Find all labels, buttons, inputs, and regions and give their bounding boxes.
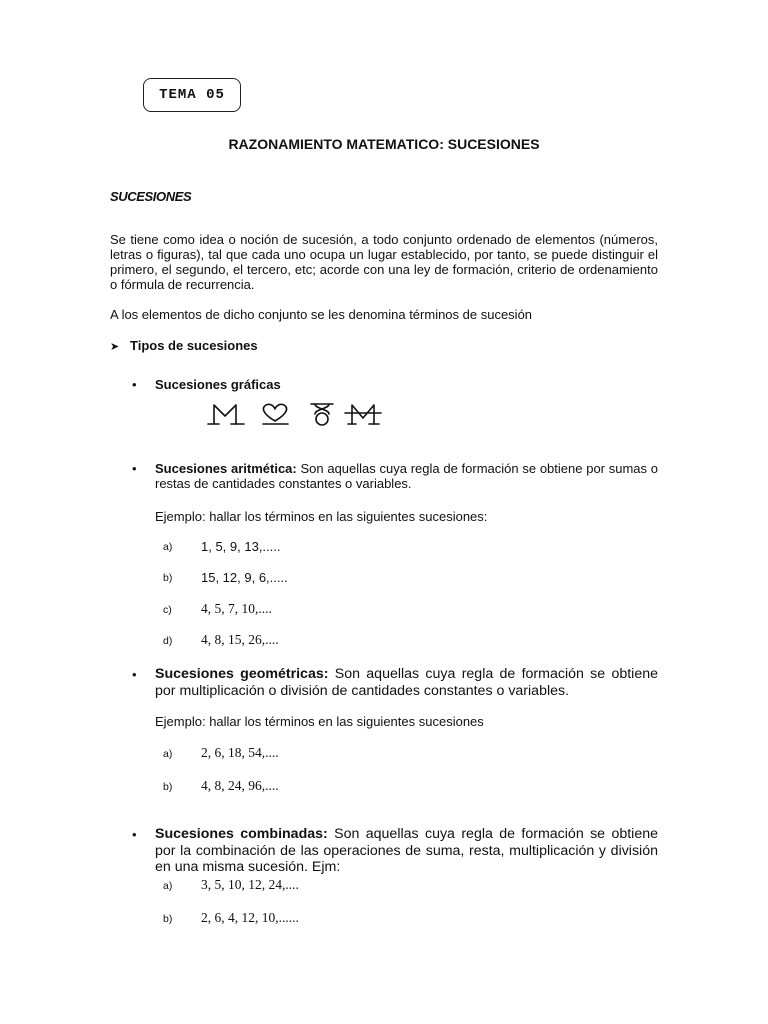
combinadas-description xyxy=(155,826,658,876)
comb-sequence-a: 3, 5, 10, 12, 24,.... xyxy=(201,877,299,892)
sequence-a: 1, 5, 9, 13,..... xyxy=(201,539,281,554)
geometricas-desc: Son aquellas cuya regla de formación se obtiene por multiplicación o división de cantidades constantes o variables. xyxy=(155,666,659,699)
figure-4-icon xyxy=(345,405,381,424)
bullet-icon: • xyxy=(132,667,137,682)
figure-3-icon xyxy=(311,404,333,425)
item-label: d) xyxy=(163,635,173,647)
graficas-title: Sucesiones gráficas xyxy=(155,377,281,392)
page-title: RAZONAMIENTO MATEMATICO: SUCESIONES xyxy=(228,136,540,152)
figure-2-icon xyxy=(263,404,288,424)
item-label: a) xyxy=(163,880,173,892)
intro-paragraph: Se tiene como idea o noción de sucesión, a todo conjunto ordenado de elementos (números, letras o figuras), tal que cada uno ocupa un lugar establecido, por tanto, se puede distinguir el primero, el segundo, el tercero, etc; acorde con una ley de formación, criterio de ordenamiento o fórmula de recurrencia. xyxy=(110,232,658,292)
figure-1-icon xyxy=(208,405,244,424)
geometricas-example: Ejemplo: hallar los términos en las siguientes sucesiones xyxy=(155,714,484,729)
item-label: a) xyxy=(163,541,173,553)
item-label: c) xyxy=(163,604,172,616)
tipos-label: Tipos de sucesiones xyxy=(130,338,258,353)
geometricas-title: Sucesiones geométricas: xyxy=(155,666,329,682)
aritmetica-title: Sucesiones aritmética: xyxy=(155,461,297,476)
aritmetica-desc: Son aquellas cuya regla de formación se obtiene por sumas o restas de cantidades constantes o variables. xyxy=(155,461,658,491)
geo-sequence-b: 4, 8, 24, 96,.... xyxy=(201,778,279,793)
item-label: b) xyxy=(163,913,173,925)
tipos-heading xyxy=(110,338,258,353)
aritmetica-description xyxy=(155,461,658,491)
item-label: b) xyxy=(163,572,173,584)
terms-paragraph: A los elementos de dicho conjunto se les denomina términos de sucesión xyxy=(110,307,533,322)
item-label: b) xyxy=(163,781,173,793)
section-title: SUCESIONES xyxy=(110,189,192,204)
sequence-c: 4, 5, 7, 10,.... xyxy=(201,601,272,616)
bullet-icon: • xyxy=(132,377,137,392)
sequence-b: 15, 12, 9, 6,..... xyxy=(201,570,288,585)
aritmetica-example: Ejemplo: hallar los términos en las siguientes sucesiones: xyxy=(155,509,488,524)
geometricas-description xyxy=(155,666,658,699)
comb-sequence-b: 2, 6, 4, 12, 10,...... xyxy=(201,910,299,925)
combinadas-desc: Son aquellas cuya regla de formación se obtiene por la combinación de las operaciones de suma, resta, multiplicación y división en una misma sucesión. Ejm: xyxy=(155,826,658,875)
geo-sequence-a: 2, 6, 18, 54,.... xyxy=(201,745,279,760)
combinadas-title: Sucesiones combinadas: xyxy=(155,826,328,842)
item-label: a) xyxy=(163,748,173,760)
tema-label: TEMA 05 xyxy=(143,78,241,112)
bullet-icon: • xyxy=(132,827,137,842)
arrow-bullet-icon: ➤ xyxy=(110,341,120,353)
sequence-d: 4, 8, 15, 26,.... xyxy=(201,632,279,647)
graphic-sequence-figures xyxy=(205,400,385,430)
bullet-icon: • xyxy=(132,461,137,476)
